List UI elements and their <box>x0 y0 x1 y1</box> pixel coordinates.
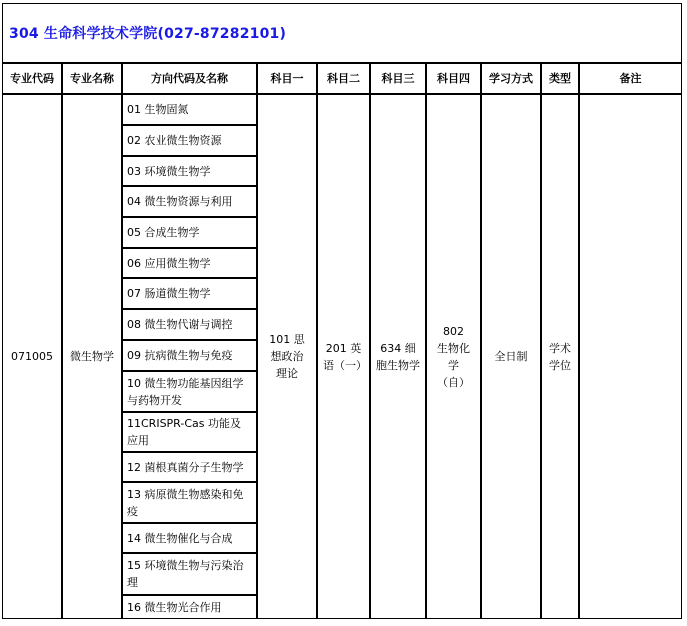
header-major-code: 专业代码 <box>2 63 62 94</box>
header-subject1: 科目一 <box>257 63 317 94</box>
school-title: 304 生命科学技术学院(027-87282101) <box>9 26 287 42</box>
major-code-cell: 071005 <box>2 94 62 619</box>
direction-row: 01 生物固氮 <box>122 94 257 125</box>
direction-row: 08 微生物代谢与调控 <box>122 309 257 340</box>
header-study-mode: 学习方式 <box>481 63 541 94</box>
direction-row: 11CRISPR-Cas 功能及应用 <box>122 412 257 452</box>
major-name-cell: 微生物学 <box>62 94 122 619</box>
header-subject4: 科目四 <box>426 63 481 94</box>
header-remarks: 备注 <box>579 63 682 94</box>
direction-row: 15 环境微生物与污染治理 <box>122 553 257 595</box>
direction-row: 05 合成生物学 <box>122 217 257 248</box>
header-type: 类型 <box>541 63 579 94</box>
direction-row: 13 病原微生物感染和免疫 <box>122 482 257 523</box>
direction-row: 02 农业微生物资源 <box>122 125 257 156</box>
direction-row: 07 肠道微生物学 <box>122 278 257 309</box>
subject3-cell: 634 细胞生物学 <box>370 94 426 619</box>
direction-row: 14 微生物催化与合成 <box>122 523 257 553</box>
header-direction: 方向代码及名称 <box>122 63 257 94</box>
admissions-table <box>2 3 682 619</box>
table-title <box>2 3 682 63</box>
header-major-name: 专业名称 <box>62 63 122 94</box>
header-subject3: 科目三 <box>370 63 426 94</box>
direction-row: 16 微生物光合作用 <box>122 595 257 619</box>
direction-row: 12 菌根真菌分子生物学 <box>122 452 257 482</box>
subject1-cell: 101 思想政治理论 <box>257 94 317 619</box>
subject4-cell: 802 生物化学（自） <box>426 94 481 619</box>
direction-row: 09 抗病微生物与免疫 <box>122 340 257 371</box>
subject2-cell: 201 英语（一） <box>317 94 370 619</box>
header-subject2: 科目二 <box>317 63 370 94</box>
direction-row: 06 应用微生物学 <box>122 248 257 278</box>
study-mode-cell: 全日制 <box>481 94 541 619</box>
degree-type-cell: 学术学位 <box>541 94 579 619</box>
direction-row: 10 微生物功能基因组学与药物开发 <box>122 371 257 412</box>
direction-row: 04 微生物资源与利用 <box>122 186 257 217</box>
remarks-cell <box>579 94 682 619</box>
direction-row: 03 环境微生物学 <box>122 156 257 186</box>
